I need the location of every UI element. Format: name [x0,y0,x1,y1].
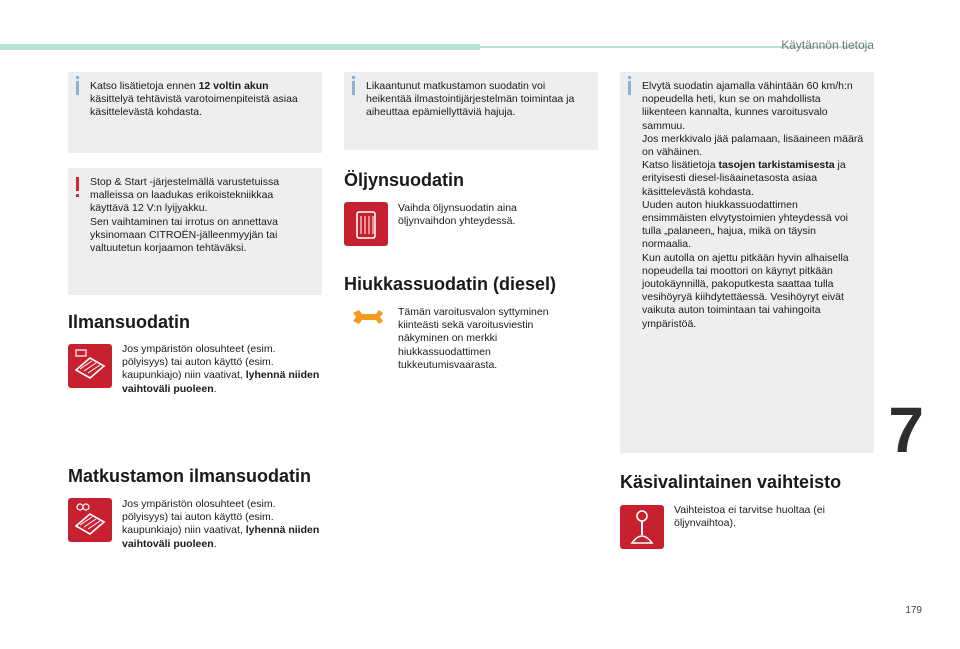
air-filter-icon [68,344,112,388]
info-icon [352,81,355,95]
air-filter-text: Jos ympäristön olosuhteet (esim. pölyisyys) tai auton käyttö (esim. kaupunkiajo) niin vaativat, lyhennä niiden vaihtoväli puoleen. [122,343,320,395]
info-icon [76,81,79,95]
info-icon [628,81,631,95]
heading-air-filter: Ilmansuodatin [68,312,191,332]
chapter-number: 7 [888,394,924,466]
header-bar [0,44,480,50]
oil-filter-text: Vaihda öljynsuodatin aina öljynvaihdon yhteydessä. [398,202,517,228]
info-text: Likaantunut matkustamon suodatin voi heikentää ilmastointijärjestelmän toimintaa ja aiheuttaa epämiellyttäviä hajuja. [366,80,575,119]
heading-manual-gearbox: Käsivalintainen vaihteisto [620,472,842,492]
cabin-filter-text: Jos ympäristön olosuhteet (esim. pölyisyys) tai auton käyttö (esim. kaupunkiajo) niin vaativat, lyhennä niiden vaihtoväli puoleen. [122,498,320,550]
diesel-filter-text: Tämän varoitusvalon syttyminen kiinteästi sekä varoitusviestin näkyminen on merkki hiukkassuodattimen tukkeutumisvaarasta. [398,306,549,371]
info-text: Elvytä suodatin ajamalla vähintään 60 km/h:n nopeudella heti, kun se on mahdollista liikenteen kannalta, kunnes varoitusvalo sammuu. Jos merkkivalo jää palamaan, lisäaineen määrä on vähäinen. Katso lisätietoja tasojen tarkistamisesta ja erityisesti diesel-lisäainetasosta asiaa käsittelevästä kohdasta. Uuden auton hiukkassuodattimen ensimmäisten elvytystoimien yhteydessä voi tulla „palaneen„ hajua, mikä on täysin normaalia. Kun autolla on ajettu pitkään hyvin alhaisella nopeudella tai moottori on käynyt pitkään joutokäynnillä, pakoputkesta saattaa tulla vesihöyryä kiihdytettäessä. Vesihöyryt eivät vaikuta auton toimintaan tai vahingoita ympäristöä. [642,80,864,330]
warning-text: Stop & Start -järjestelmällä varustetuissa malleissa on laadukas erikoistekniikkaa käyttävä 12 V:n lyijyakku. Sen vaihtaminen tai irrotus on annettava yksinomaan CITROËN-jälleenmyyjän tai valtuutetun korjaamon tehtäväksi. [90,176,280,255]
info-box-cabin-filter [344,72,598,150]
warning-box-stop-start [68,168,322,295]
wrench-warning-icon [350,306,384,328]
heading-oil-filter: Öljynsuodatin [344,170,465,190]
gearbox-icon [620,505,664,549]
section-title: Käytännön tietoja [781,38,874,52]
info-box-battery [68,72,322,153]
heading-cabin-filter: Matkustamon ilmansuodatin [68,466,312,486]
info-box-regeneration [620,72,874,453]
page-number: 179 [905,605,922,616]
warning-icon [76,177,79,191]
info-text: Katso lisätietoja ennen 12 voltin akun käsittelyä tehtävistä varotoimenpiteistä asiaa käsittelevästä kohdasta. [90,80,298,119]
heading-diesel-filter: Hiukkassuodatin (diesel) [344,274,557,294]
oil-filter-icon [344,202,388,246]
gearbox-text: Vaihteistoa ei tarvitse huoltaa (ei öljynvaihtoa). [674,504,825,530]
cabin-filter-icon [68,498,112,542]
